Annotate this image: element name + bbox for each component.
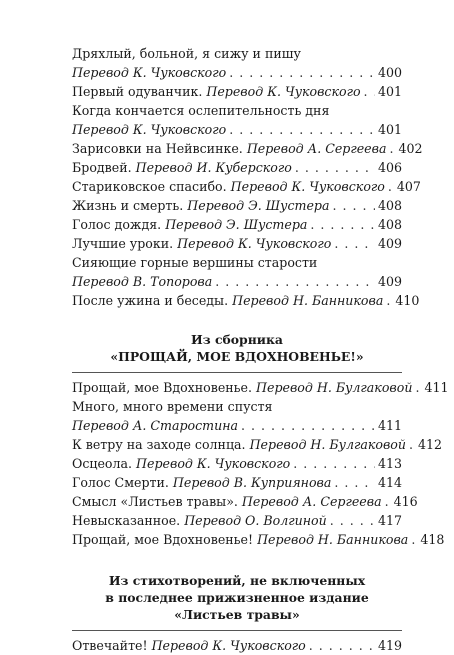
page-number: 409 [377,236,402,251]
entry-title: К ветру на заходе солнца. [72,437,246,452]
entry-title: Отвечайте! [72,638,148,653]
entry-title: Жизнь и смерть. [72,198,184,213]
toc-entry [72,44,402,82]
entry-title: Много, много времени спустя [72,399,273,414]
toc-entry-line [72,82,402,101]
section-heading-2 [72,331,402,365]
toc-entry-line [72,492,418,511]
page-number: 401 [377,84,402,99]
entry-translator: Перевод К. Чуковского [151,638,306,653]
entry-translator: Перевод О. Волгиной [184,513,327,528]
section-rule [72,630,402,631]
entry-title: Дряхлый, больной, я сижу и пишу [72,46,301,61]
entry-translator: Перевод А. Старостина [72,418,239,433]
entry-translator: Перевод В. Топорова [72,274,213,289]
entry-title: Когда кончается ослепительность дня [72,103,330,118]
entry-translator: Перевод К. Чуковского [72,122,227,137]
toc-entry [72,435,443,454]
section-rule [72,372,402,373]
toc-entry [72,291,420,310]
toc-entry-line [72,435,443,454]
toc-entry-line [72,234,402,253]
toc-entry [72,492,418,511]
entry-title: После ужина и беседы. [72,293,229,308]
toc-entry-line [72,530,445,549]
entry-translator: Перевод К. Чуковского [177,236,332,251]
toc-entry [72,530,445,549]
toc-entry [72,511,402,530]
toc-entry-line [72,215,402,234]
entry-title: Зарисовки на Нейвсинке. [72,141,243,156]
dot-leader [411,530,417,549]
entry-title: Невысказанное. [72,513,181,528]
toc-group-3 [72,636,402,655]
entry-translator: Перевод А. Сергеева [241,494,382,509]
toc-entry [72,215,402,234]
dot-leader [295,158,375,177]
toc-entry [72,473,402,492]
toc-entry-line [72,44,402,63]
entry-title: Голос дождя. [72,217,162,232]
toc-entry [72,196,402,215]
toc-entry [72,378,449,397]
toc-entry [72,234,402,253]
toc-entry-line [72,177,421,196]
entry-translator: Перевод И. Куберского [135,160,292,175]
entry-translator: Перевод Н. Банникова [232,293,384,308]
dot-leader [388,177,394,196]
toc-entry [72,636,402,655]
toc-entry [72,253,402,291]
page-number: 411 [377,418,402,433]
dot-leader [364,82,375,101]
dot-leader [293,454,375,473]
entry-translator: Перевод А. Сергеева [246,141,387,156]
page-number: 408 [377,198,402,213]
dot-leader [409,435,415,454]
page-number: 411 [424,380,449,395]
toc-entry [72,177,421,196]
entry-title: Сияющие горные вершины старости [72,255,318,270]
toc-entry-line [72,511,402,530]
dot-leader [229,120,375,139]
section-heading-line: Из стихотворений, не включенных [108,573,366,588]
dot-leader [229,63,375,82]
entry-translator: Перевод К. Чуковского [230,179,385,194]
toc-entry [72,158,402,177]
toc-entry-line [72,63,402,82]
toc-entry [72,397,402,435]
section-heading-line: в последнее прижизненное издание [105,590,369,605]
page-number: 414 [377,475,402,490]
page-number: 409 [377,274,402,289]
toc-entry-line [72,196,402,215]
dot-leader [241,416,375,435]
dot-leader [215,272,375,291]
toc-entry-line [72,397,402,416]
page-number: 407 [396,179,421,194]
toc-group-2 [72,378,449,549]
toc-entry-line [72,101,402,120]
entry-translator: Перевод Н. Банникова [257,532,409,547]
entry-translator: Перевод Н. Булгаковой [256,380,413,395]
entry-title: Голос Смерти. [72,475,169,490]
toc-entry-line [72,291,420,310]
entry-title: Лучшие уроки. [72,236,174,251]
toc-entry-line [72,158,402,177]
page-number: 402 [398,141,423,156]
dot-leader [334,473,375,492]
toc-entry-line [72,416,402,435]
toc-entry-line [72,120,402,139]
toc-entry [72,101,402,139]
toc-entry-line [72,473,402,492]
page-number: 406 [377,160,402,175]
page-number: 416 [393,494,418,509]
entry-translator: Перевод Н. Булгаковой [249,437,406,452]
entry-title: Первый одуванчик. [72,84,203,99]
entry-translator: Перевод К. Чуковского [136,456,291,471]
dot-leader [385,492,391,511]
entry-translator: Перевод Э. Шустера [187,198,330,213]
dot-leader [309,636,375,655]
page-number: 419 [377,638,402,653]
entry-title: Смысл «Листьев травы». [72,494,238,509]
page-number: 408 [377,217,402,232]
toc-entry-line [72,272,402,291]
toc-entry-line [72,378,449,397]
section-heading-3 [72,572,402,623]
page-number: 417 [377,513,402,528]
page-number: 401 [377,122,402,137]
page-number: 400 [377,65,402,80]
page-number: 410 [395,293,420,308]
toc-group-1 [72,44,423,310]
toc-entry-line [72,454,402,473]
entry-title: Стариковское спасибо. [72,179,227,194]
entry-title: Бродвей. [72,160,132,175]
entry-translator: Перевод В. Куприянова [172,475,332,490]
section-heading-line: «ПРОЩАЙ, МОЕ ВДОХНОВЕНЬЕ!» [110,349,364,364]
dot-leader [330,511,375,530]
page-number: 412 [418,437,443,452]
entry-title: Прощай, мое Вдохновенье! [72,532,254,547]
entry-translator: Перевод К. Чуковского [72,65,227,80]
dot-leader [389,139,395,158]
page-number: 418 [420,532,445,547]
dot-leader [415,378,421,397]
entry-translator: Перевод Э. Шустера [165,217,308,232]
toc-entry-line [72,253,402,272]
toc-entry-line [72,636,402,655]
entry-title: Прощай, мое Вдохновенье. [72,380,252,395]
page-number: 413 [377,456,402,471]
entry-translator: Перевод К. Чуковского [206,84,361,99]
dot-leader [334,234,375,253]
toc-entry [72,82,402,101]
section-heading-line: Из сборника [191,332,283,347]
dot-leader [332,196,374,215]
dot-leader [386,291,392,310]
toc-entry-line [72,139,423,158]
toc-entry [72,139,423,158]
entry-title: Осцеола. [72,456,133,471]
toc-entry [72,454,402,473]
table-of-contents [72,44,449,655]
dot-leader [310,215,375,234]
section-heading-line: «Листьев травы» [174,607,300,622]
